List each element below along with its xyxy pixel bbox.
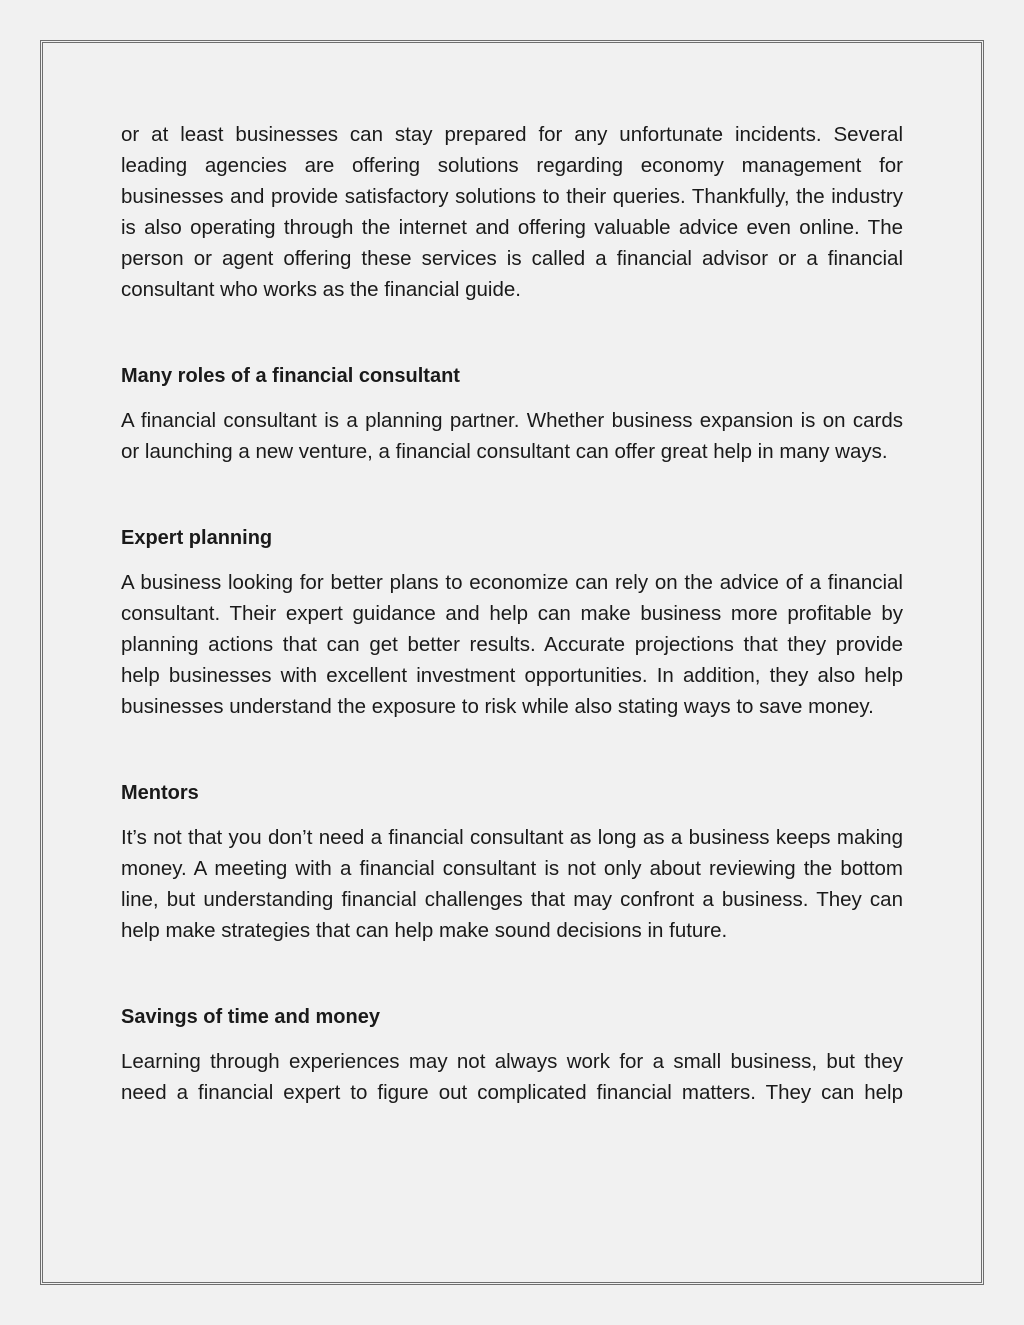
section-body-roles: A financial consultant is a planning partner. Whether business expansion is on cards or launching a new venture, a financial consultant can offer great help in many ways. <box>121 409 903 463</box>
section-body-mentors: It’s not that you don’t need a financial consultant as long as a business keeps making money. A meeting with a financial consultant is not only about reviewing the bottom line, but understanding financial challenges that may confront a business. They can help make strategies that can help make sound decisions in future. <box>121 826 903 942</box>
section-heading-mentors: Mentors <box>121 782 199 804</box>
document-content <box>121 119 903 1108</box>
section-heading-expert-planning: Expert planning <box>121 527 273 549</box>
intro-paragraph: or at least businesses can stay prepared for any unfortunate incidents. Several leading agencies are offering solutions regarding economy management for businesses and provide satisfactory solutions to their queries. Thankfully, the industry is also operating through the internet and offering valuable advice even online. The person or agent offering these services is called a financial advisor or a financial consultant who works as the financial guide. <box>121 123 903 301</box>
section-body-expert-planning: A business looking for better plans to economize can rely on the advice of a financial consultant. Their expert guidance and help can make business more profitable by planning actions that can get better results. Accurate projections that they provide help businesses with excellent investment opportunities. In addition, they also help businesses understand the exposure to risk while also stating ways to save money. <box>121 571 903 718</box>
section-body-savings: Learning through experiences may not always work for a small business, but they need a financial expert to figure out complicated financial matters. They can help <box>121 1050 903 1104</box>
section-heading-savings: Savings of time and money <box>121 1006 380 1028</box>
section-heading-roles: Many roles of a financial consultant <box>121 365 460 387</box>
